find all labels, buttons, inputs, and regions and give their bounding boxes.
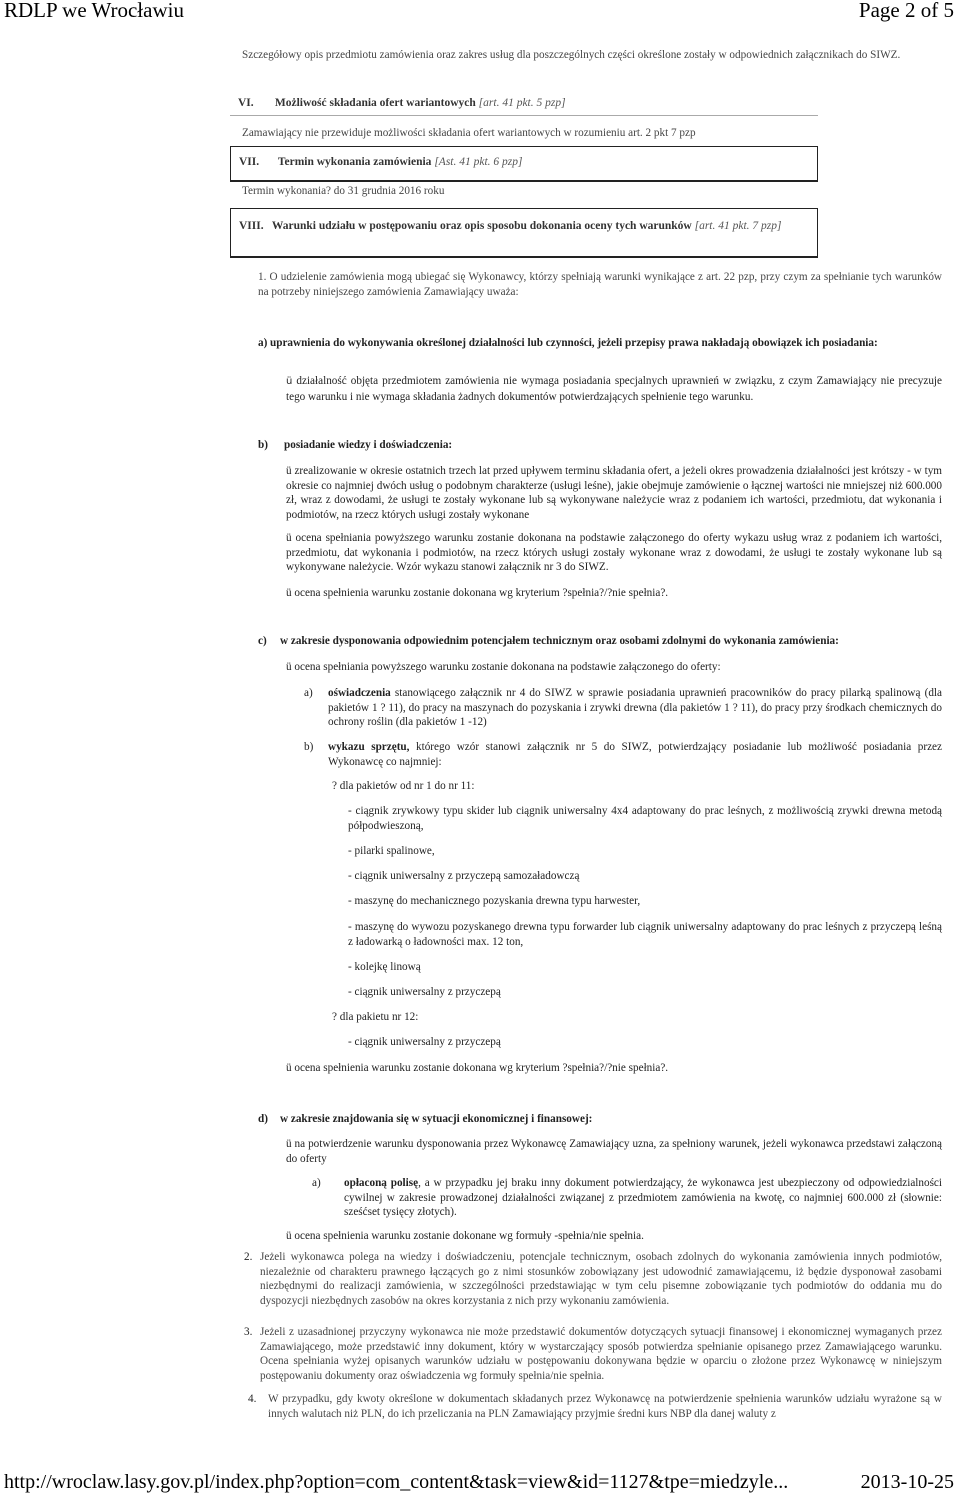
item-c-outro: ü ocena spełnienia warunku zostanie dokonana wg kryterium ?spełnia?/?nie spełnia?. xyxy=(286,1062,669,1074)
item-b-point-3: ü ocena spełnienia warunku zostanie dokonana wg kryterium ?spełnia?/?nie spełnia?. xyxy=(286,587,669,599)
item-c-a-text xyxy=(328,686,942,730)
item-d-a-text xyxy=(344,1176,942,1220)
section-vi-body: Zamawiający nie przewiduje możliwości składania ofert wariantowych w rozumieniu art. 2 pkt 7 pzp xyxy=(242,127,696,139)
section-vii-title: Termin wykonania zamówienia xyxy=(277,156,432,168)
section-viii-number: VIII. xyxy=(239,220,264,232)
item-d-a-rest: , a w przypadku jej braku inny dokument potwierdzający, że wykonawca jest ubezpieczony od odpowiedzialności cywilnej w zakresie prowadzonej działalności związanej z przedmiotem zamówienia na kwotę, co najmniej 600.000 zł (słownie: sześćset tysięcy złotych). xyxy=(344,1177,943,1218)
intro-text: Szczegółowy opis przedmiotu zamówienia oraz zakres usług dla poszczególnych części określone zostały w odpowiednich załącznikach do SIWZ. xyxy=(242,49,901,61)
paragraph-2-number: 2. xyxy=(244,1251,253,1263)
print-date: 2013-10-25 xyxy=(860,1471,954,1493)
item-b-label: b) xyxy=(258,439,268,451)
equipment-item-4: - maszynę do mechanicznego pozyskania drewna typu harwester, xyxy=(348,895,641,907)
item-d-label: d) xyxy=(258,1113,268,1125)
page-url: http://wroclaw.lasy.gov.pl/index.php?option=com_content&task=view&id=1127&tpe=miedzyle... xyxy=(4,1471,789,1493)
section-vii-body: Termin wykonania? do 31 grudnia 2016 roku xyxy=(242,185,445,197)
item-c-b-bold: wykazu sprzętu, xyxy=(328,741,410,753)
paragraph-4-number: 4. xyxy=(248,1393,257,1405)
equipment-item-6: - kolejkę linową xyxy=(348,961,421,973)
equipment-item-12-1: - ciągnik uniwersalny z przyczepą xyxy=(348,1036,501,1048)
section-vii-number: VII. xyxy=(239,156,260,168)
paragraph-3-number: 3. xyxy=(244,1326,253,1338)
item-d-title: w zakresie znajdowania się w sytuacji ekonomicznej i finansowej: xyxy=(280,1113,593,1125)
group-packages-1-11: ? dla pakietów od nr 1 do nr 11: xyxy=(332,780,475,792)
item-d-outro: ü ocena spełnienia warunku zostanie dokonane wg formuły -spełnia/nie spełnia. xyxy=(286,1230,644,1242)
item-d-a-label: a) xyxy=(312,1177,321,1189)
item-a-label: a) xyxy=(258,337,268,349)
paragraph-2-text: Jeżeli wykonawca polega na wiedzy i doświadczeniu, potencjale technicznym, osobach zdolnych do wykonania zamówienia innych podmiotów, niezależnie od charakteru prawnego łączących go z nimi stosunków zobowiązany jest udowodnić zamawiającemu, iż będzie dysponował zasobami niezbędnymi do realizacji zamówienia, w szczególności przedstawiając w tym celu pisemne zobowiązanie tych podmiotów do oddania mu do dyspozycji niezbędnych zasobów na okres korzystania z nich przy wykonaniu zamówienia. xyxy=(260,1251,942,1307)
paragraph-3-text: Jeżeli z uzasadnionej przyczyny wykonawca nie może przedstawić dokumentów dotyczących sytuacji finansowej i ekonomicznej wymaganych przez Zamawiającego, może przedstawić inny dokument, który w wystarczający sposób potwierdza spełnianie opisanego przez Zamawiającego warunku. Ocena spełniania wyżej opisanych warunków udziału w postępowaniu dokonywana będzie w oparciu o złożone przez Wykonawcę w niniejszym postępowaniu dokumenty oraz oświadczenia wg formuły spełnia/nie spełnia. xyxy=(260,1326,942,1382)
page-number: Page 2 of 5 xyxy=(858,0,954,22)
page-header-title: RDLP we Wrocławiu xyxy=(4,0,184,22)
section-vi-title: Możliwość składania ofert wariantowych xyxy=(274,97,476,109)
section-vi-heading xyxy=(230,92,818,116)
item-c-b-label: b) xyxy=(304,741,314,753)
item-a-text xyxy=(286,374,942,404)
group-package-12: ? dla pakietu nr 12: xyxy=(332,1011,419,1023)
section-vii-ref: [Ast. 41 pkt. 6 pzp] xyxy=(434,156,523,168)
item-c-b-text xyxy=(328,740,942,769)
equipment-item-5: - maszynę do wywozu pozyskanego drewna typu forwarder lub ciągnik uniwersalny adaptowany do prac leśnych z przyczepą leśną z ładowarką o ładowności max. 12 ton, xyxy=(348,921,942,948)
item-c-a-bold: oświadczenia xyxy=(328,687,391,699)
equipment-item-7: - ciągnik uniwersalny z przyczepą xyxy=(348,986,501,998)
equipment-item-2: - pilarki spalinowe, xyxy=(348,845,435,857)
condition-paragraph-1: 1. O udzielenie zamówienia mogą ubiegać się Wykonawcy, którzy spełniają warunki wynikające z art. 22 pzp, przy czym za spełnianie tych warunków na potrzeby niniejszego zamówienia Zamawiający uważa: xyxy=(258,271,942,298)
section-viii-heading xyxy=(230,208,818,258)
paragraph-4-text: W przypadku, gdy kwoty określone w dokumentach składanych przez Wykonawcę na potwierdzenie spełnienia warunków udziału wyrażone są w innych walutach niż PLN, do ich przeliczania na PLN Zamawiający przyjmie średni kurs NBP dla danej waluty z xyxy=(268,1393,942,1420)
item-c-label: c) xyxy=(258,635,267,647)
section-viii-ref: [art. 41 pkt. 7 pzp] xyxy=(694,220,782,232)
item-a-text-content: działalność objęta przedmiotem zamówienia nie wymaga posiadania specjalnych uprawnień w związku, z czym Zamawiający nie precyzuje tego warunku i nie wymaga składania żadnych dokumentów potwierdzających spełnienie tego warunku. xyxy=(286,375,942,403)
check-bullet-icon: ü xyxy=(286,376,293,387)
section-viii-title: Warunki udziału w postępowaniu oraz opis sposobu dokonania oceny tych warunków xyxy=(271,220,692,232)
section-vi-number: VI. xyxy=(238,97,254,109)
section-vii-heading xyxy=(230,146,818,182)
item-a-title: uprawnienia do wykonywania określonej działalności lub czynności, jeżeli przepisy prawa nakładają obowiązek ich posiadania: xyxy=(270,337,878,349)
item-b-title: posiadanie wiedzy i doświadczenia: xyxy=(284,439,453,451)
item-b-point-1: ü zrealizowanie w okresie ostatnich trzech lat przed upływem terminu składania ofert, a jeżeli okres prowadzenia działalności jest krótszy - w tym okresie co najmniej dwóch usług o podobnym charakterze (usługi leśne), jakie obejmuje zamówienie o łącznej wartości nie mniejszej niż 600.000 zł, wraz z dowodami, że usługi te zostały wykonane lub są wykonywane należycie wraz z podaniem ich wartości, przedmiotu, dat wykonania i podmiotów, na rzecz których usługi zostały wykonane xyxy=(286,465,942,521)
item-c-intro: ü ocena spełniania powyższego warunku zostanie dokonana na podstawie załączonego do oferty: xyxy=(286,661,721,673)
item-c-a-rest: stanowiącego załącznik nr 4 do SIWZ w sprawie posiadania uprawnień pracowników do pracy pilarką spalinową (dla pakietów 1 ? 11), do pracy na maszynach do pozyskania i zrywki drewna (dla pakietów 1 ? 11), do pracy przy środkach chemicznych do ochrony roślin (dla pakietów 1 -12) xyxy=(328,687,942,728)
item-d-intro: ü na potwierdzenie warunku dysponowania przez Wykonawcę Zamawiający uzna, za spełniony warunek, jeżeli wykonawca przedstawi załączoną do oferty xyxy=(286,1138,942,1165)
item-b-point-2: ü ocena spełniania powyższego warunku zostanie dokonana na podstawie załączonego do oferty wykazu usług wraz z podaniem ich wartości, przedmiotu, dat wykonania i podmiotów, na rzecz których usługi zostały wykonane wraz z dowodami, że usługi te zostały wykonane lub są wykonywane należycie. Wzór wykazu stanowi załącznik nr 3 do SIWZ. xyxy=(286,532,942,573)
item-d-a-bold: opłaconą polisę xyxy=(344,1177,419,1189)
section-vi-ref: [art. 41 pkt. 5 pzp] xyxy=(478,97,566,109)
item-c-a-label: a) xyxy=(304,687,313,699)
equipment-item-3: - ciągnik uniwersalny z przyczepą samozaładowczą xyxy=(348,870,580,882)
equipment-item-1: - ciągnik zrywkowy typu skider lub ciągnik uniwersalny 4x4 adaptowany do prac leśnych, z możliwością zrywki drewna metodą półpodwieszoną, xyxy=(348,805,942,832)
item-c-title: w zakresie dysponowania odpowiednim potencjałem technicznym oraz osobami zdolnymi do wykonania zamówienia: xyxy=(280,635,839,647)
item-c-b-rest: którego wzór stanowi załącznik nr 5 do SIWZ, potwierdzający posiadanie lub możliwość posiadania przez Wykonawcę co najmniej: xyxy=(328,741,942,768)
